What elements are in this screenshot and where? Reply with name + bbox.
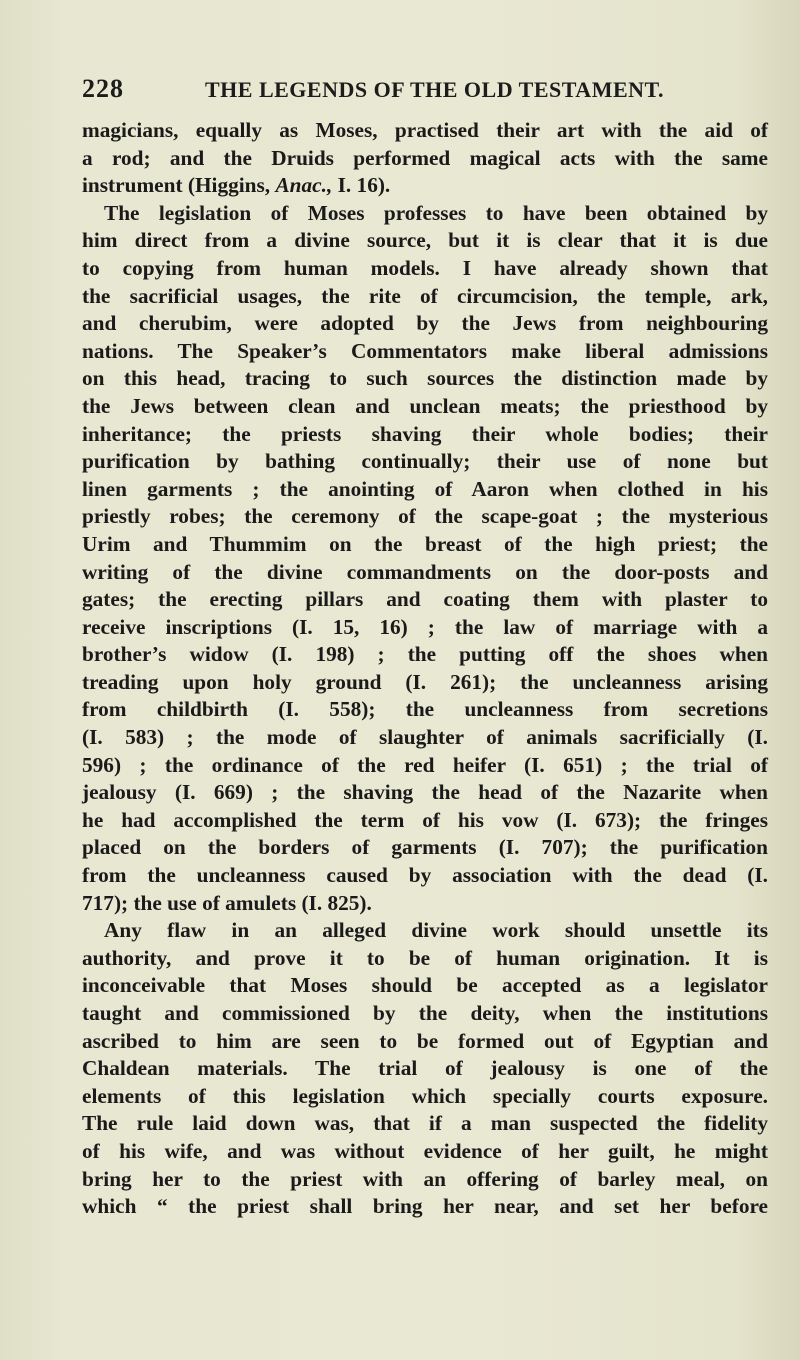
paragraph-start-line: The legislation of Moses professes to have been obtained by xyxy=(104,200,768,225)
text-line: of his wife, and was without evidence of her guilt, he might xyxy=(82,1138,768,1163)
page-number: 228 xyxy=(82,74,124,103)
page-header xyxy=(82,74,732,110)
text-segment: instrument (Higgins, xyxy=(82,173,271,198)
text-line: inheritance; the priests shaving their whole bodies; their xyxy=(82,421,768,446)
text-line: purification by bathing continually; their use of none but xyxy=(82,449,768,474)
running-title: THE LEGENDS OF THE OLD TESTAMENT. xyxy=(205,77,665,102)
text-line: a rod; and the Druids performed magical acts with the same xyxy=(82,145,768,170)
text-line: on this head, tracing to such sources the distinction made by xyxy=(82,366,768,391)
text-segment: I. 16). xyxy=(337,173,391,198)
text-line: bring her to the priest with an offering of barley meal, on xyxy=(82,1166,768,1191)
text-line: the sacrificial usages, the rite of circumcision, the temple, ark, xyxy=(82,283,768,308)
text-line: and cherubim, were adopted by the Jews from neighbouring xyxy=(82,311,768,336)
text-line xyxy=(82,172,768,200)
citation-title: Anac., xyxy=(275,173,333,198)
text-line: receive inscriptions (I. 15, 16) ; the law of marriage with a xyxy=(82,614,768,639)
text-line: The rule laid down was, that if a man suspected the fidelity xyxy=(82,1111,768,1136)
text-line: elements of this legislation which specially courts exposure. xyxy=(82,1083,768,1108)
text-line: to copying from human models. I have already shown that xyxy=(82,255,768,280)
text-line: Chaldean materials. The trial of jealousy is one of the xyxy=(82,1056,768,1081)
text-line: which “ the priest shall bring her near, and set her before xyxy=(82,1194,768,1219)
body-text xyxy=(82,117,768,1221)
paragraph-end-line: 717); the use of amulets (I. 825). xyxy=(82,890,372,915)
text-line: taught and commissioned by the deity, when the institutions xyxy=(82,1001,768,1025)
text-line: magicians, equally as Moses, practised their art with the aid of xyxy=(82,118,768,142)
text-line: Urim and Thummim on the breast of the high priest; the xyxy=(82,531,768,556)
text-line: from the uncleanness caused by association with the dead (I. xyxy=(82,863,768,888)
text-line: the Jews between clean and unclean meats; the priesthood by xyxy=(82,393,768,418)
text-line: treading upon holy ground (I. 261); the uncleanness arising xyxy=(82,669,768,694)
text-line: from childbirth (I. 558); the uncleanness from secretions xyxy=(82,697,768,722)
text-line: ascribed to him are seen to be formed out of Egyptian and xyxy=(82,1028,768,1053)
text-line: priestly robes; the ceremony of the scape-goat ; the mysterious xyxy=(82,504,768,529)
text-line: placed on the borders of garments (I. 707); the purification xyxy=(82,835,768,860)
text-line: linen garments ; the anointing of Aaron when clothed in his xyxy=(82,476,768,501)
text-line: jealousy (I. 669) ; the shaving the head of the Nazarite when xyxy=(82,780,768,805)
text-line: (I. 583) ; the mode of slaughter of animals sacrificially (I. xyxy=(82,725,768,750)
text-line: he had accomplished the term of his vow (I. 673); the fringes xyxy=(82,807,768,832)
text-line: 596) ; the ordinance of the red heifer (I. 651) ; the trial of xyxy=(82,752,768,777)
paragraph-start-line: Any flaw in an alleged divine work should unsettle its xyxy=(104,918,768,943)
text-line: him direct from a divine source, but it is clear that it is due xyxy=(82,228,768,253)
text-line: writing of the divine commandments on the door-posts and xyxy=(82,559,768,584)
text-line: gates; the erecting pillars and coating them with plaster to xyxy=(82,587,768,612)
text-line: inconceivable that Moses should be accepted as a legislator xyxy=(82,973,768,998)
text-line: brother’s widow (I. 198) ; the putting off the shoes when xyxy=(82,642,768,667)
text-line: authority, and prove it to be of human origination. It is xyxy=(82,945,768,970)
text-line: nations. The Speaker’s Commentators make liberal admissions xyxy=(82,338,768,363)
